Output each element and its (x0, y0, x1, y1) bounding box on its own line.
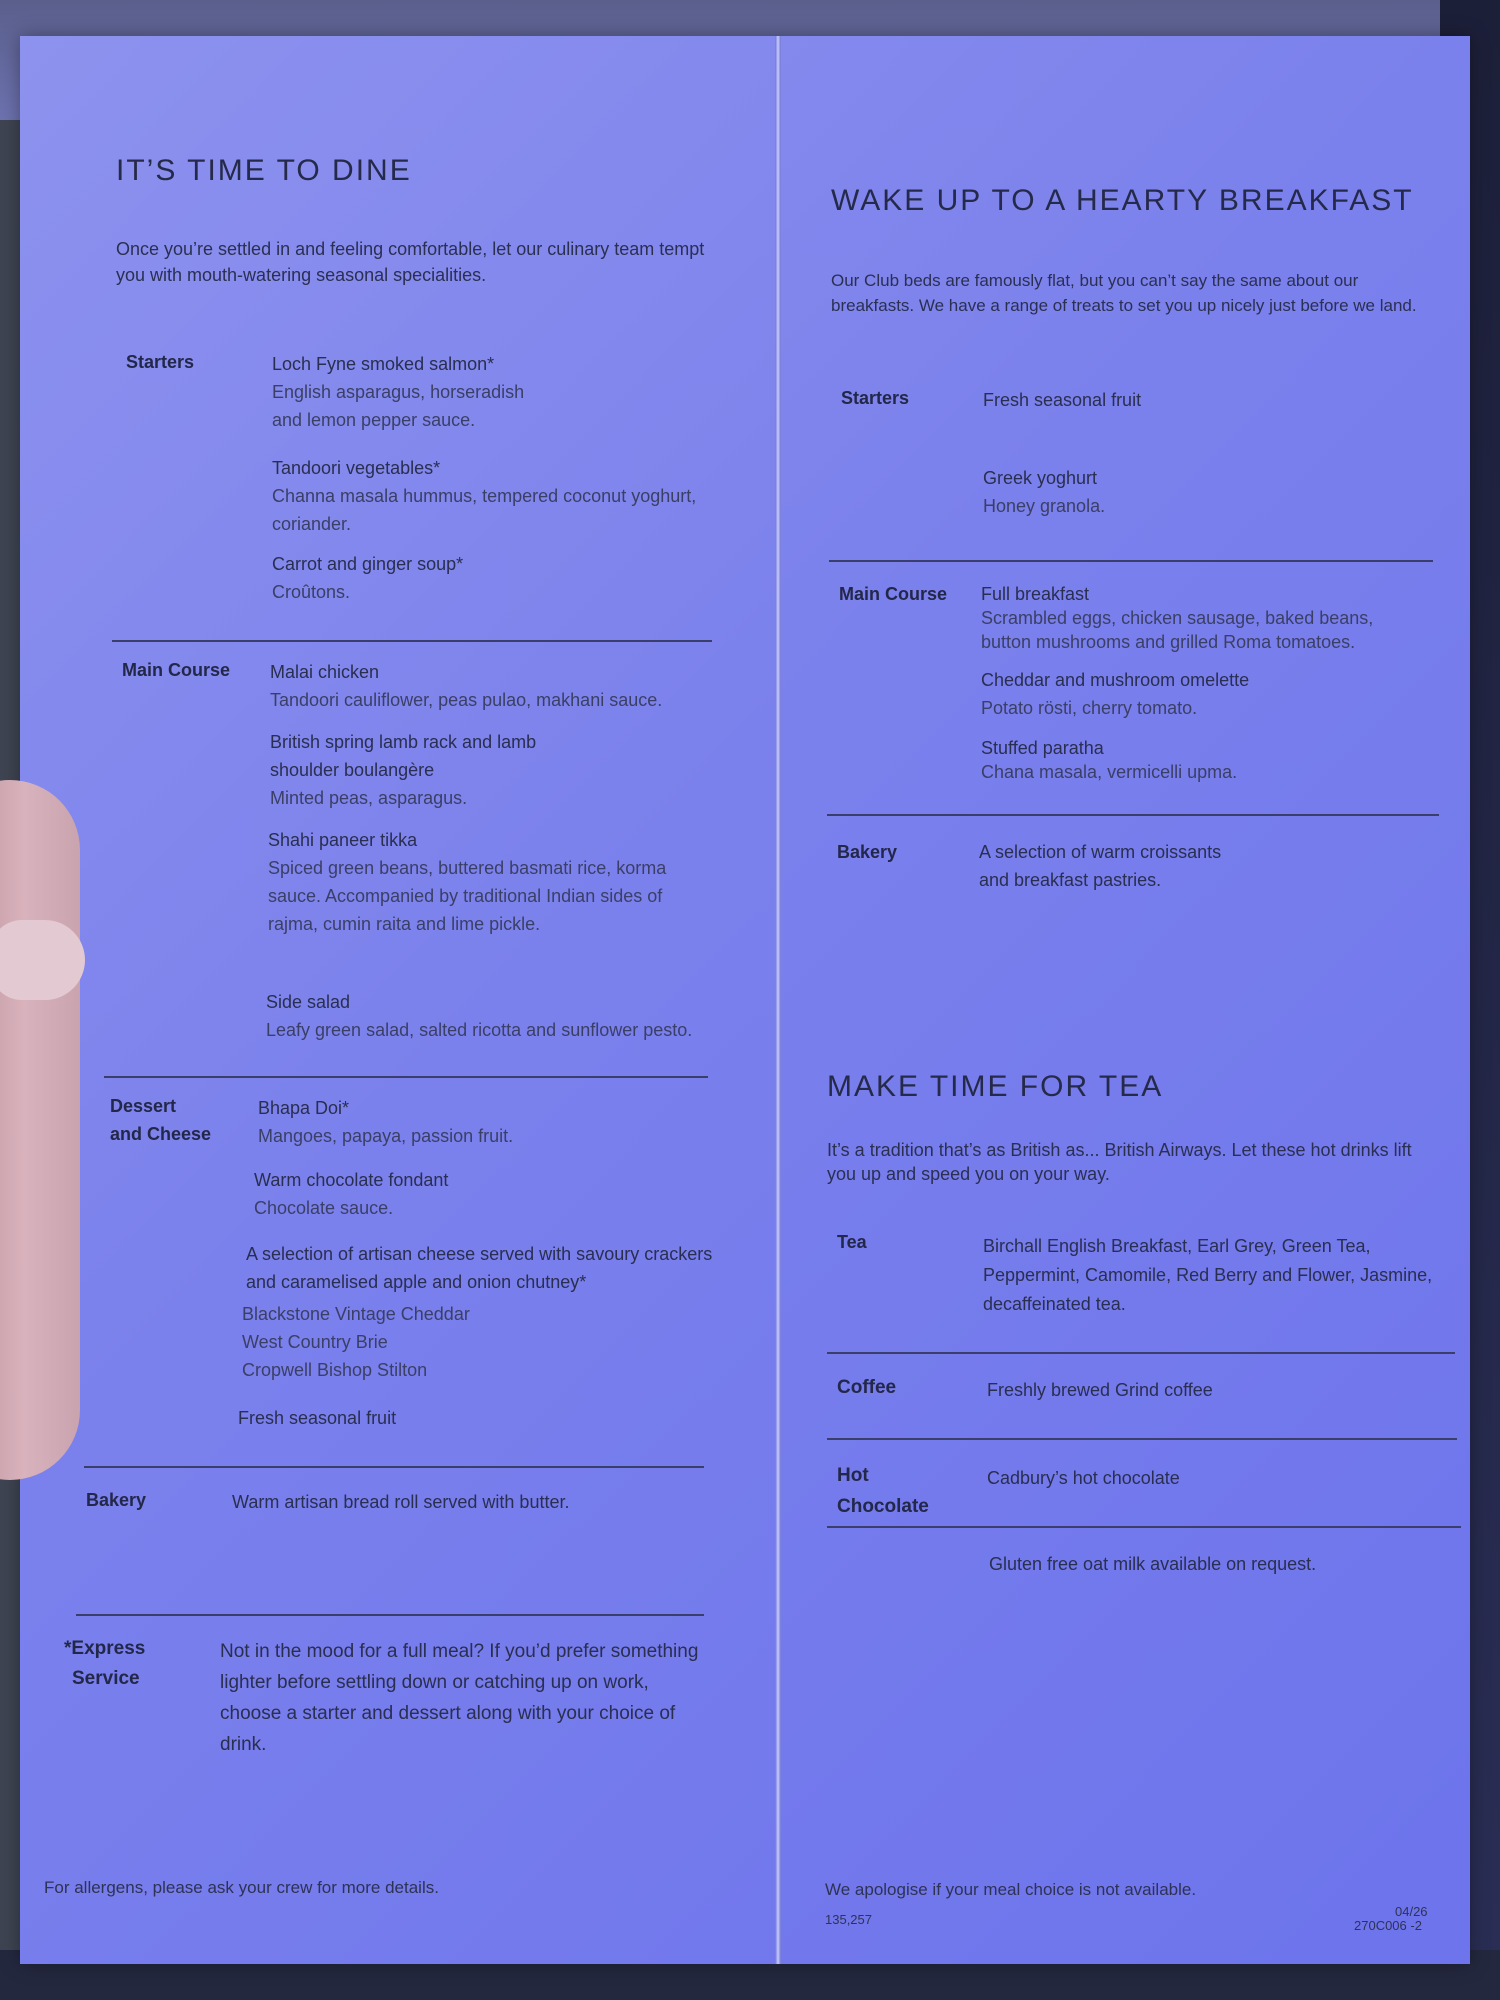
item-desc: Croûtons. (272, 582, 351, 602)
dinner-main-label: Main Course (122, 660, 231, 680)
express-service-text: Not in the mood for a full meal? If you’d prefer something lighter before settling down or catching up on work, choose a starter and dessert along with your choice of drink. (220, 1641, 699, 1755)
item-desc: Tandoori cauliflower, peas pulao, makhani sauce. (270, 690, 663, 710)
item-name: Malai chicken (270, 662, 380, 682)
dinner-cheese-intro: A selection of artisan cheese served with savoury crackers and caramelised apple and onion chutney* (246, 1244, 713, 1292)
breakfast-tea-panel (781, 36, 1470, 1964)
item-name: Greek yoghurt (983, 468, 1098, 488)
tea-title: MAKE TIME FOR TEA (827, 1070, 1164, 1103)
dinner-dessert-item (258, 1094, 728, 1150)
dinner-title: IT’S TIME TO DINE (116, 154, 412, 187)
breakfast-main-item (981, 582, 1401, 654)
express-service-label (64, 1634, 145, 1694)
item-desc: Chana masala, vermicelli upma. (981, 762, 1238, 782)
tea-intro: It’s a tradition that’s as British as... British Airways. Let these hot drinks lift you up and speed you on your way. (827, 1140, 1412, 1184)
divider (827, 1438, 1457, 1440)
dinner-cheese-list (242, 1300, 642, 1384)
item-desc: Potato rösti, cherry tomato. (981, 698, 1198, 718)
label-line: Chocolate (837, 1496, 929, 1517)
coffee-text: Freshly brewed Grind coffee (987, 1380, 1213, 1400)
divider (104, 1076, 708, 1078)
item-desc: Mangoes, papaya, passion fruit. (258, 1126, 514, 1146)
item-name: Shahi paneer tikka (268, 830, 418, 850)
item-desc: Spiced green beans, buttered basmati rice, korma sauce. Accompanied by traditional Indian sides of rajma, cumin raita and lime pickle. (268, 858, 667, 934)
print-reference: 270C006 -2 (1354, 1918, 1422, 1933)
item-name: Fresh seasonal fruit (983, 390, 1142, 410)
item-name: Loch Fyne smoked salmon* (272, 354, 495, 374)
item-name: Side salad (266, 992, 351, 1012)
divider (76, 1614, 704, 1616)
label-line: Dessert (110, 1096, 177, 1116)
dinner-panel (20, 36, 775, 1964)
dinner-starter-item (272, 454, 742, 538)
breakfast-starters-label: Starters (841, 388, 910, 408)
breakfast-main-label: Main Course (839, 584, 948, 604)
breakfast-bakery-label: Bakery (837, 842, 898, 862)
holding-thumb (0, 780, 80, 1480)
item-name: Warm chocolate fondant (254, 1170, 449, 1190)
item-desc: Channa masala hummus, tempered coconut yoghurt, coriander. (272, 486, 697, 534)
divider (829, 560, 1433, 562)
breakfast-starter-item (983, 464, 1423, 520)
item-desc: Scrambled eggs, chicken sausage, baked beans, button mushrooms and grilled Roma tomatoes. (981, 608, 1374, 652)
dinner-starters-label: Starters (126, 352, 195, 372)
dinner-intro: Once you’re settled in and feeling comfortable, let our culinary team tempt you with mouth-watering seasonal specialities. (116, 239, 705, 285)
item-name: Tandoori vegetables* (272, 458, 441, 478)
divider (827, 1352, 1455, 1354)
hot-chocolate-text: Cadbury’s hot chocolate (987, 1468, 1180, 1488)
dinner-main-item (270, 728, 740, 812)
dinner-fruit: Fresh seasonal fruit (238, 1408, 397, 1428)
print-code: 135,257 (825, 1912, 872, 1927)
item-desc: English asparagus, horseradish and lemon pepper sauce. (272, 382, 525, 430)
tea-label: Tea (837, 1232, 867, 1252)
item-desc: Minted peas, asparagus. (270, 788, 468, 808)
cheese-item: West Country Brie (242, 1332, 388, 1352)
dinner-dessert-label (110, 1092, 211, 1148)
breakfast-bakery-text: A selection of warm croissants and breakfast pastries. (979, 842, 1222, 890)
dinner-main-item (266, 988, 746, 1044)
dinner-dessert-item (254, 1166, 724, 1222)
dinner-main-item (268, 826, 688, 938)
label-line: and Cheese (110, 1124, 212, 1144)
breakfast-starter-item (983, 386, 1423, 414)
dinner-starter-item (272, 350, 742, 434)
item-desc: Chocolate sauce. (254, 1198, 394, 1218)
breakfast-title: WAKE UP TO A HEARTY BREAKFAST (831, 184, 1414, 217)
dinner-bakery-label: Bakery (86, 1490, 147, 1510)
tea-text: Birchall English Breakfast, Earl Grey, Green Tea, Peppermint, Camomile, Red Berry and Flower, Jasmine, decaffeinated tea. (983, 1236, 1433, 1314)
oat-milk-note: Gluten free oat milk available on request. (989, 1554, 1317, 1574)
dinner-starter-item (272, 550, 742, 606)
allergen-note: For allergens, please ask your crew for more details. (44, 1878, 439, 1897)
item-desc: Leafy green salad, salted ricotta and sunflower pesto. (266, 1020, 693, 1040)
meal-availability-note: We apologise if your meal choice is not available. (825, 1880, 1197, 1899)
item-name: Carrot and ginger soup* (272, 554, 464, 574)
cheese-item: Blackstone Vintage Cheddar (242, 1304, 470, 1324)
item-desc: Honey granola. (983, 496, 1106, 516)
dinner-bakery-text: Warm artisan bread roll served with butter. (232, 1492, 570, 1512)
breakfast-main-item (981, 736, 1421, 784)
thumbnail (0, 920, 85, 1000)
menu-card (20, 36, 1470, 1964)
item-name: British spring lamb rack and lamb shoulder boulangère (270, 732, 537, 780)
breakfast-main-item (981, 666, 1421, 722)
divider (827, 814, 1439, 816)
label-line: Service (72, 1668, 140, 1689)
label-line: Hot (837, 1465, 869, 1486)
item-name: Full breakfast (981, 584, 1090, 604)
item-name: Cheddar and mushroom omelette (981, 670, 1250, 690)
print-date: 04/26 (1395, 1904, 1428, 1919)
divider (84, 1466, 704, 1468)
dinner-main-item (270, 658, 740, 714)
item-name: Stuffed paratha (981, 738, 1104, 758)
item-name: Bhapa Doi* (258, 1098, 350, 1118)
cheese-item: Cropwell Bishop Stilton (242, 1360, 428, 1380)
coffee-label: Coffee (837, 1377, 897, 1398)
label-line: *Express (64, 1638, 146, 1659)
divider (827, 1526, 1461, 1528)
hot-chocolate-label (837, 1460, 929, 1522)
breakfast-intro: Our Club beds are famously flat, but you can’t say the same about our breakfasts. We have a range of treats to set you up nicely just before we land. (831, 271, 1417, 315)
divider (112, 640, 712, 642)
